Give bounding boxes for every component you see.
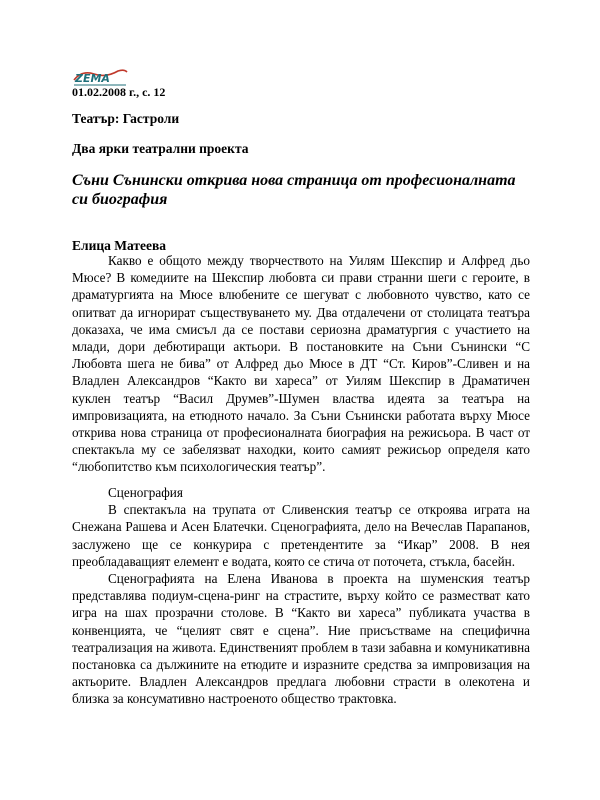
author-byline: Елица Матеева [72, 238, 167, 253]
logo-text: ZEMA [75, 72, 110, 85]
section-label: Театър: Гастроли [72, 111, 180, 126]
paragraph: Какво е общото между творчеството на Уилям Шекспир и Алфред дьо Мюсе? В комедиите на Шекспир любовта си прави странни шеги с героите, в драматургията на Мюсе влюбените се шегуват с любовното чувство, като се опитват да игнорират съществуването му. Два отдалечени от столицата театъра доказаха, че има смисъл да се постави сериозна драматургия с участието на млади, дори дебютиращи актьори. В постановките на Съни Сънински “С Любовта шега не бива” от Алфред дьо Мюсе в ДТ “Ст. Киров”-Сливен и на Владлен Александров “Както ви хареса” от Уилям Шекспир в Драматичен куклен театър “Васил Друмев”-Шумен властва идеята за театъра на импровизацията, на етюдното начало. За Съни Сънински работата върху Мюсе открива нова страница от професионалната биография на режисьора. В част от спектакъла му се забелязват находки, които самият режисьор определя като “любопитство към психологическия театър”. [72, 253, 530, 475]
paragraph: В спектакъла на трупата от Сливенския театър се откроява играта на Снежана Рашева и Асен Блатечки. Сценографията, дело на Вечеслав Парапанов, заслужено ще се конкурира с претендентите за “Икар” 2008. В нея преобладаващият елемент е водата, която се стича от поточета, стъкла, басейн. [72, 502, 530, 569]
subheading: Сценография [108, 485, 183, 500]
paragraph: Сценографията на Елена Иванова в проекта на шуменския театър представлява подиум-сцена-ринг на страстите, върху който се разместват като игра на шах прозрачни столове. В “Както ви хареса” публиката участва в конвенцията, че “целият свят е сцена”. Ние присъстваме на специфична театрализация на живота. Единственият проблем в тази забавна и комуникативна постановка са дължините на етюдите и изразните средства за импровизация на актьорите. Владлен Александров предлага любовни страсти в олекотена и близка за консумативно настроеното общество трактовка. [72, 571, 530, 707]
dateline: 01.02.2008 г., с. 12 [72, 85, 166, 99]
headline: Съни Сънински открива нова страница от професионалната си биография [72, 172, 516, 208]
kicker: Два ярки театрални проекта [72, 141, 249, 156]
article-body-first [72, 252, 530, 476]
article-body-second [72, 484, 530, 708]
